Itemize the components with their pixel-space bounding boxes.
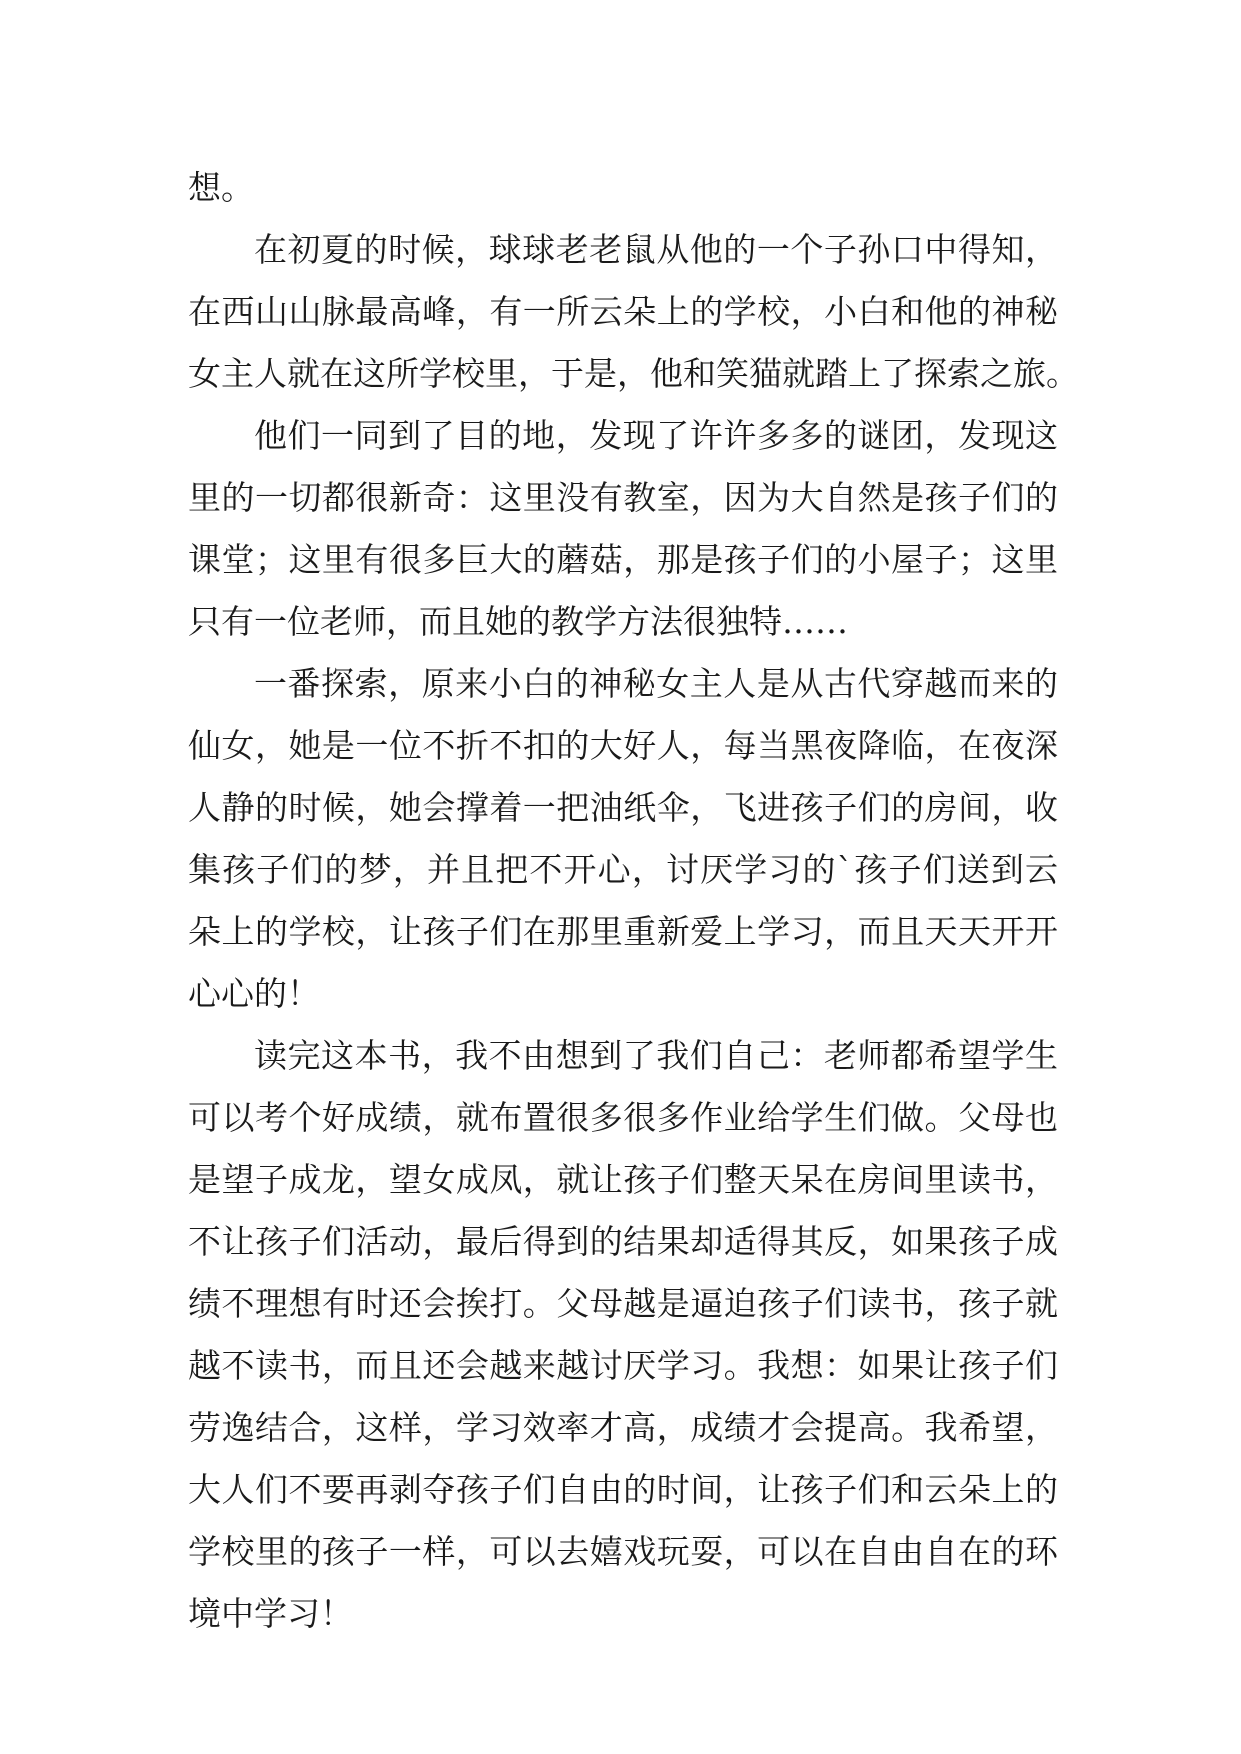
- text-line: 读完这本书，我不由想到了我们自己：老师都希望学生: [254, 1036, 1058, 1075]
- text-line: 在初夏的时候，球球老老鼠从他的一个子孙口中得知，: [254, 230, 1058, 269]
- text-line: 学校里的孩子一样，可以去嬉戏玩耍，可以在自由自在的环: [188, 1532, 1058, 1571]
- text-line: 里的一切都很新奇：这里没有教室，因为大自然是孩子们的: [188, 478, 1058, 517]
- text-line: 仙女，她是一位不折不扣的大好人，每当黑夜降临，在夜深: [188, 726, 1058, 765]
- text-line: 课堂；这里有很多巨大的蘑菇，那是孩子们的小屋子；这里: [188, 540, 1058, 579]
- text-line: 他们一同到了目的地，发现了许许多多的谜团，发现这: [254, 416, 1058, 455]
- text-line: 大人们不要再剥夺孩子们自由的时间，让孩子们和云朵上的: [188, 1470, 1058, 1509]
- text-line: 人静的时候，她会撑着一把油纸伞，飞进孩子们的房间，收: [188, 788, 1058, 827]
- text-line: 境中学习！: [188, 1594, 353, 1633]
- text-line: 是望子成龙，望女成凤，就让孩子们整天呆在房间里读书，: [188, 1160, 1058, 1199]
- text-line: 女主人就在这所学校里，于是，他和笑猫就踏上了探索之旅。: [188, 354, 1079, 393]
- text-line: 在西山山脉最高峰，有一所云朵上的学校，小白和他的神秘: [188, 292, 1058, 331]
- text-line: 劳逸结合，这样，学习效率才高，成绩才会提高。我希望，: [188, 1408, 1058, 1447]
- document-body: [188, 157, 1079, 1645]
- text-line: 想。: [188, 168, 254, 207]
- text-line: 朵上的学校，让孩子们在那里重新爱上学习，而且天天开开: [188, 912, 1058, 951]
- text-line: 一番探索，原来小白的神秘女主人是从古代穿越而来的: [254, 664, 1058, 703]
- text-line: 绩不理想有时还会挨打。父母越是逼迫孩子们读书，孩子就: [188, 1284, 1058, 1323]
- text-line: 不让孩子们活动，最后得到的结果却适得其反，如果孩子成: [188, 1222, 1058, 1261]
- text-line: 只有一位老师，而且她的教学方法很独特……: [188, 602, 848, 641]
- text-line: 集孩子们的梦，并且把不开心，讨厌学习的`孩子们送到云: [188, 850, 1058, 889]
- text-line: 可以考个好成绩，就布置很多很多作业给学生们做。父母也: [188, 1098, 1058, 1137]
- text-line: 心心的！: [188, 974, 320, 1013]
- text-line: 越不读书，而且还会越来越讨厌学习。我想：如果让孩子们: [188, 1346, 1058, 1385]
